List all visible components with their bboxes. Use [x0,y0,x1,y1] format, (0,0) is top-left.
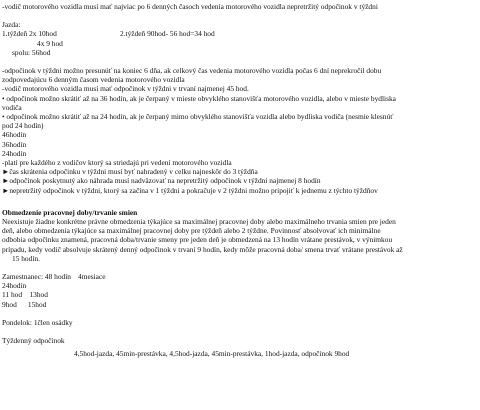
employee-row-line: 9hod 15hod [2,299,47,309]
employee-row-line: 11 hod 13hod [2,290,48,300]
weekly-label: Týždenný odpočinok [2,336,65,346]
section-body-line: odbobia odpočinku znamená, pracovná doba/trvanie smeny pre jeden deň je obmedzená na 13 hodín vrátane prestávok, v výnimkou [2,235,393,245]
week1-text: 1.týždeň 2x 10hod [2,29,57,39]
intro-text: -vodič motorového vozidla musí mať najviac po 6 denných časoch vedenia motorového vozidla nepretržitý odpočinok v týždni [2,2,378,11]
employee-label: Zamestnanec: 48 hodín [2,272,71,282]
monday-text: Pondelok: 1člen osádky [2,317,73,327]
rule-line: 36hodín [2,139,27,149]
rule-line: • odpočinok možno skrátiť až na 24 hodín, ak je čerpaný mimo obvyklého stanovišťa vozidla alebo bydliska vodiča (nesmie klesnúť [2,112,394,122]
rule-line: 46hodín [2,130,27,140]
week-row [2,29,478,38]
spacer [2,263,478,272]
spacer [2,195,478,204]
employee-row [2,272,478,281]
week2-text: 2.týždeň 90hod- 56 hod=34 hod [120,29,215,39]
section-heading: Obmedzenie pracovnej doby/trvanie smien [2,207,138,217]
spacer [2,327,478,336]
rule-line: ►nepretržitý odpočinok v týždni, ktorý sa začína v 1 týždni a pokračuje v 2 týždni možno pripojiť k jednemu z týchto týždňov [2,185,378,195]
section-body-line: prípadu, kedy vodič absolvuje skrátený denný odpočinok v trvaní 9 hodín, kedy môže pracovná doba/ smena trvať vrátane prestávok až [2,244,403,254]
rule-line: zodpovedajúcu 6 denným časom vedenia motorového vozidla [2,75,185,85]
jazda-label: Jazda: [2,20,21,30]
rule-line: 24hodín [2,148,27,158]
rule-line: ►čas skrátenia odpočinku v týždni musí byť nahradený v celku najneskôr do 3 týždňa [2,167,258,177]
rule-line: ►odpočinok poskytnutý ako náhrada musí nadväzovať na nepretržitý odpočinok v týždni najmenej 8 hodín [2,176,321,186]
rule-line: pod 24 hodín) [2,121,44,131]
rule-line: vodiča [2,102,22,112]
rule-line: -platí pre každého z vodičov ktorý sa striedajú pri vedení motorového vozidla [2,158,232,168]
week1-sub: 4x 9 hod [37,38,63,48]
jazda-total: spolu: 56hod [12,47,51,57]
section-body-line: 15 hodín. [12,253,40,263]
rule-line: -odpočinok v týždni možno presunúť na koniec 6 dňa, ak celkový čas vedenia motorového vozidla počas 6 dní neprekročil dobu [2,66,382,76]
employee-row-line: 24hodín [2,281,27,291]
document [2,2,478,359]
employee-months: 4mesiace [78,272,106,282]
spacer [2,11,478,20]
spacer [2,57,478,66]
weekly-detail: 4,5hod-jazda, 45min-prestávka, 4,5hod-jazda, 45min-prestávka, 1hod-jazda, odpočinok 9hod [74,349,350,359]
spacer [2,309,478,318]
section-body-line: Neexistuje žiadne konkrétne právne obmedzenia týkajúce sa maximálnej pracovnej doby alebo maximálneho trvania smien pre jeden [2,217,396,227]
rule-line: • odpočinok možno skrátiť až na 36 hodín, ak je čerpaný v mieste obvyklého stanovišťa motorového vozidla, alebo v mieste bydliska [2,93,396,103]
section-body-line: deň, alebo obmedzenia týkajúce sa maximálnej pracovnej doby pre týždeň alebo 2 týždne. Povinnosť absolvovať ich minimálne [2,226,381,236]
rule-line: -vodič motorového vozidla musí mať odpočinok v týždni v trvaní najmenej 45 hod. [2,84,249,94]
